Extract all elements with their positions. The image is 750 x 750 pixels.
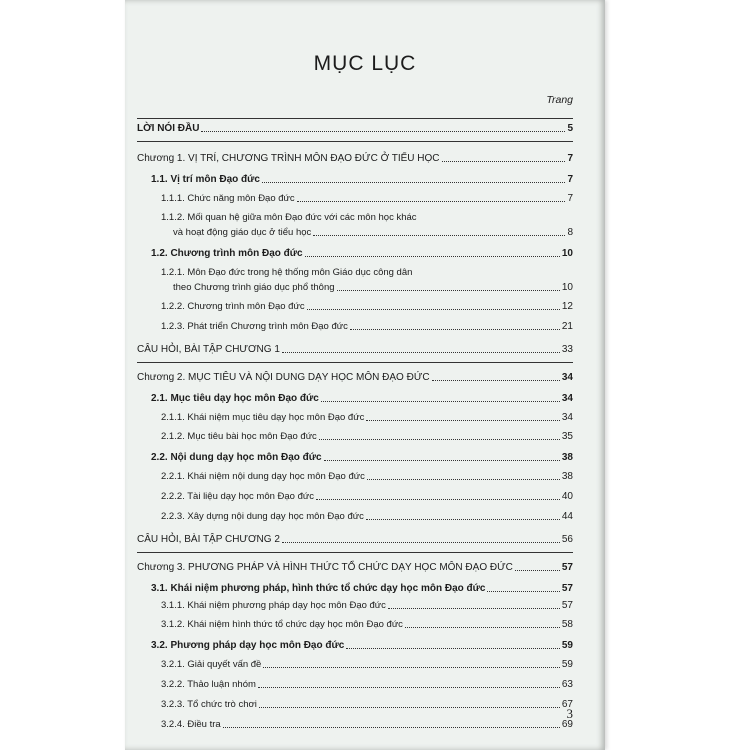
toc-entry-1-2-1: theo Chương trình giáo dục phổ thông 10 [173, 282, 573, 293]
toc-entry-1-1-2-line1: 1.1.2. Mối quan hệ giữa môn Đạo đức với các môn học khác [161, 212, 417, 223]
toc-entry-1-1-1: 1.1.1. Chức năng môn Đạo đức 7 [161, 193, 573, 204]
toc-entry-3-2-2: 3.2.2. Thảo luận nhóm 63 [161, 679, 573, 690]
toc-entry-3-1-1: 3.1.1. Khái niệm phương pháp dạy học môn Đạo đức 57 [161, 600, 573, 611]
toc-entry-2-1: 2.1. Mục tiêu dạy học môn Đạo đức 34 [151, 393, 573, 404]
toc-entry-3-2-4: 3.2.4. Điều tra 69 [161, 719, 573, 730]
toc-entry-1-1: 1.1. Vị trí môn Đạo đức 7 [151, 174, 573, 185]
toc-entry-preface: LỜI NÓI ĐẦU 5 [137, 123, 573, 134]
toc-entry-2-2-2: 2.2.2. Tài liệu dạy học môn Đạo đức 40 [161, 491, 573, 502]
toc-entry-2-2-1: 2.2.1. Khái niệm nội dung dạy học môn Đạo đức 38 [161, 471, 573, 482]
toc-entry-questions-2: CÂU HỎI, BÀI TẬP CHƯƠNG 2 56 [137, 534, 573, 545]
page-column-label: Trang [546, 94, 573, 106]
toc-entry-3-1: 3.1. Khái niệm phương pháp, hình thức tổ chức dạy học môn Đạo đức 57 [151, 583, 573, 594]
toc-entry-2-2: 2.2. Nội dung dạy học môn Đạo đức 38 [151, 452, 573, 463]
divider [137, 552, 573, 553]
toc-entry-2-1-2: 2.1.2. Mục tiêu bài học môn Đạo đức 35 [161, 431, 573, 442]
page-title: MỤC LỤC [313, 52, 417, 75]
book-page [125, 0, 605, 750]
toc-entry-1-2: 1.2. Chương trình môn Đạo đức 10 [151, 248, 573, 259]
divider [137, 141, 573, 142]
toc-entry-questions-1: CÂU HỎI, BÀI TẬP CHƯƠNG 1 33 [137, 344, 573, 355]
toc-entry-3-2-3: 3.2.3. Tổ chức trò chơi 67 [161, 699, 573, 710]
toc-entry-1-2-2: 1.2.2. Chương trình môn Đạo đức 12 [161, 301, 573, 312]
divider [137, 118, 573, 119]
toc-entry-1-1-2: và hoạt động giáo dục ở tiểu học 8 [173, 227, 573, 238]
toc-entry-1-2-3: 1.2.3. Phát triển Chương trình môn Đạo đức 21 [161, 321, 573, 332]
toc-entry-chapter-1: Chương 1. VỊ TRÍ, CHƯƠNG TRÌNH MÔN ĐẠO ĐỨC Ở TIỂU HỌC 7 [137, 153, 573, 164]
toc-entry-3-2-1: 3.2.1. Giải quyết vấn đề 59 [161, 659, 573, 670]
table-of-contents [137, 118, 573, 731]
toc-entry-2-1-1: 2.1.1. Khái niệm mục tiêu dạy học môn Đạo đức 34 [161, 412, 573, 423]
toc-entry-chapter-3: Chương 3. PHƯƠNG PHÁP VÀ HÌNH THỨC TỔ CHỨC DẠY HỌC MÔN ĐẠO ĐỨC 57 [137, 562, 573, 573]
divider [137, 362, 573, 363]
toc-entry-1-2-1-line1: 1.2.1. Môn Đạo đức trong hệ thống môn Giáo dục công dân [161, 267, 413, 278]
toc-entry-chapter-2: Chương 2. MỤC TIÊU VÀ NỘI DUNG DẠY HỌC MÔN ĐẠO ĐỨC 34 [137, 372, 573, 383]
toc-entry-2-2-3: 2.2.3. Xây dựng nội dung dạy học môn Đạo đức 44 [161, 511, 573, 522]
toc-entry-3-1-2: 3.1.2. Khái niệm hình thức tổ chức dạy học môn Đạo đức 58 [161, 619, 573, 630]
toc-entry-3-2: 3.2. Phương pháp dạy học môn Đạo đức 59 [151, 640, 573, 651]
page-number: 3 [566, 706, 573, 721]
